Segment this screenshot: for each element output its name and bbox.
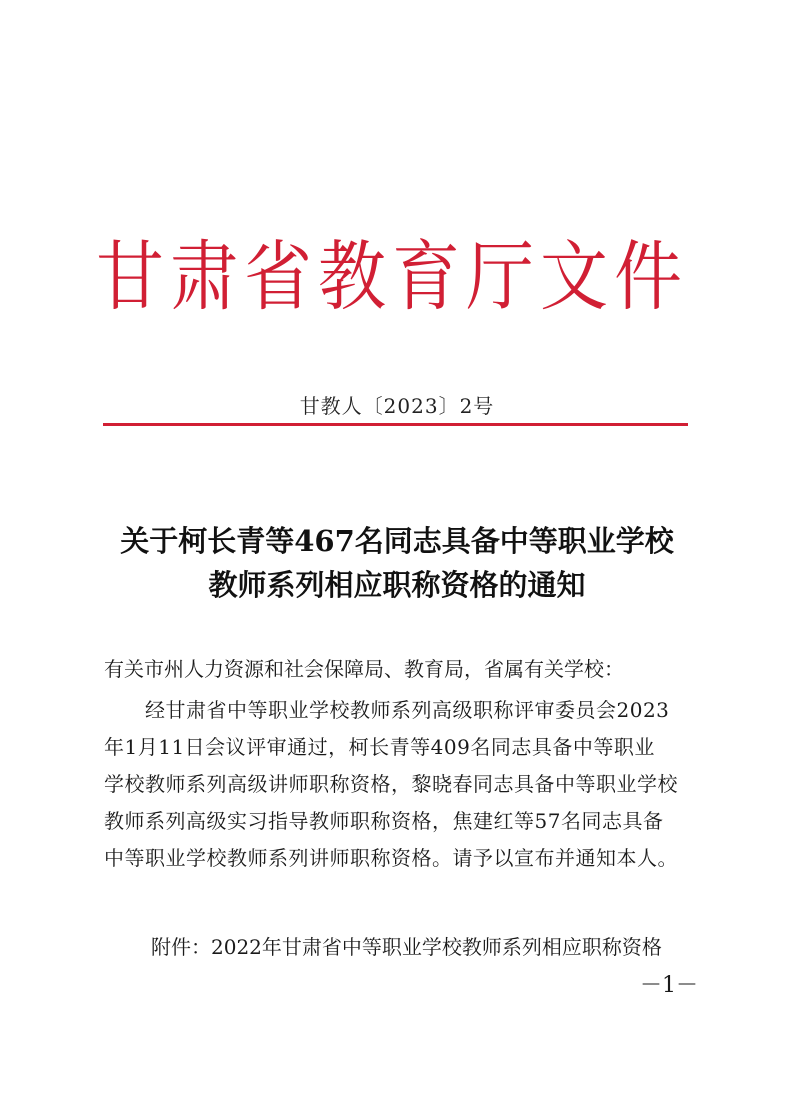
addressee: 有关市州人力资源和社会保障局、教育局，省属有关学校： — [104, 657, 624, 681]
document-number: 甘教人〔2023〕2号 — [299, 394, 495, 418]
body-line-4: 教师系列高级实习指导教师职称资格，焦建红等57名同志具备 — [104, 809, 664, 833]
body-line-5: 中等职业学校教师系列讲师职称资格。请予以宣布并通知本人。 — [104, 846, 678, 870]
body-line-3: 学校教师系列高级讲师职称资格，黎晓春同志具备中等职业学校 — [104, 772, 678, 796]
notice-title-line-1: 关于柯长青等467名同志具备中等职业学校 — [120, 524, 674, 558]
notice-title-line-2: 教师系列相应职称资格的通知 — [208, 568, 586, 602]
body-paragraph — [104, 692, 704, 877]
body-line-1: 经甘肃省中等职业学校教师系列高级职称评审委员会2023 — [104, 698, 670, 722]
document-header-title: 甘肃省教育厅文件 — [96, 233, 689, 323]
notice-title — [0, 519, 794, 607]
page-number: －1－ — [640, 973, 698, 998]
attachment-line: 附件：2022年甘肃省中等职业学校教师系列相应职称资格 — [151, 935, 662, 959]
body-line-2: 年1月11日会议评审通过，柯长青等409名同志具备中等职业 — [104, 735, 655, 759]
red-divider-line — [103, 423, 688, 426]
